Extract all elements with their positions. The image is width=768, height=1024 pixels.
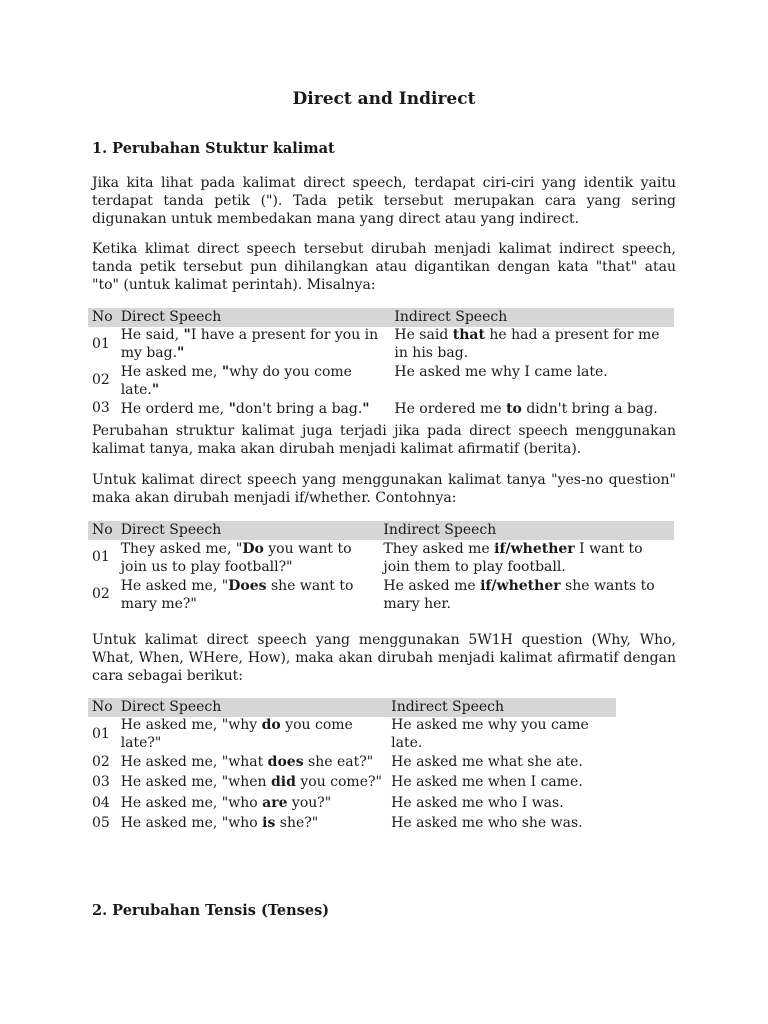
row-number: 03 [92,774,110,790]
header-indirect-speech: Indirect Speech [390,308,674,327]
paragraph-question-to-affirmative: Perubahan struktur kalimat juga terjadi jika pada direct speech menggunakan kalimat tanya, maka akan dirubah menjadi kalimat afirmatif (berita). [92,423,676,457]
table-row [88,327,674,362]
header-no: No [88,521,117,540]
table-header-row [88,308,674,327]
header-indirect-speech: Indirect Speech [387,698,616,717]
row-number: 03 [92,400,110,416]
indirect-speech-cell: He asked me why you came late. [391,717,589,751]
header-direct-speech: Direct Speech [117,308,391,327]
direct-speech-cell: He orderd me, "don't bring a bag." [120,401,370,417]
row-number: 02 [92,371,110,388]
direct-speech-cell: He asked me, "why do you come late." [120,364,352,398]
header-direct-speech: Direct Speech [117,521,380,540]
table-row [88,793,616,814]
indirect-speech-cell: He asked me who I was. [391,794,564,811]
document-title: Direct and Indirect [292,89,476,109]
direct-speech-cell: He asked me, "Does she want to mary me?" [120,578,354,612]
header-no: No [88,308,117,327]
row-number: 04 [92,794,110,811]
table-row [88,399,674,419]
indirect-speech-cell: He said that he had a present for me in his bag. [394,327,660,361]
table-row [88,752,616,773]
direct-speech-cell: He asked me, "who is she?" [120,815,319,831]
row-number: 01 [92,725,110,742]
header-direct-speech: Direct Speech [117,698,387,717]
direct-speech-cell: He asked me, "who are you?" [120,794,332,811]
indirect-speech-cell: They asked me if/whether I want to join them to play football. [383,541,643,575]
direct-speech-cell: They asked me, "Do you want to join us to play football?" [120,541,352,575]
table-row [88,814,616,835]
table-row [88,717,616,752]
header-no: No [88,698,117,717]
indirect-speech-cell: He asked me when I came. [391,774,583,790]
row-number: 01 [92,549,110,566]
row-number: 02 [92,753,110,770]
table-5w1h-questions [88,698,616,834]
direct-speech-cell: He asked me, "what does she eat?" [120,753,374,770]
indirect-speech-cell: He asked me who she was. [391,815,583,831]
direct-speech-cell: He asked me, "when did you come?" [120,774,382,790]
paragraph-5w1h-question: Untuk kalimat direct speech yang menggunakan 5W1H question (Why, Who, What, When, WHere, How), maka akan dirubah menjadi kalimat afirmatif dengan cara sebagai berikut: [92,632,676,684]
header-indirect-speech: Indirect Speech [379,521,674,540]
row-number: 02 [92,585,110,602]
indirect-speech-cell: He asked me why I came late. [394,364,608,380]
direct-speech-cell: He asked me, "why do you come late?" [120,717,353,751]
row-number: 05 [92,815,110,831]
table-row [88,362,674,399]
row-number: 01 [92,335,110,352]
section-1-heading: 1. Perubahan Stuktur kalimat [92,140,335,157]
table-header-row [88,521,674,540]
table-row [88,773,616,794]
direct-speech-cell: He said, "I have a present for you in my bag." [120,327,379,361]
table-row [88,576,674,613]
table-header-row [88,698,616,717]
table-direct-indirect-statements [88,308,674,419]
table-row [88,540,674,576]
table-yes-no-questions [88,521,674,613]
indirect-speech-cell: He ordered me to didn't bring a bag. [394,401,658,417]
paragraph-quotation-marks: Jika kita lihat pada kalimat direct speech, terdapat ciri-ciri yang identik yaitu terdapat tanda petik ("). Tada petik tersebut merupakan cara yang sering digunakan untuk membedakan mana yang direct atau yang indirect. [92,175,676,227]
indirect-speech-cell: He asked me what she ate. [391,753,583,770]
paragraph-yes-no-question: Untuk kalimat direct speech yang menggunakan kalimat tanya "yes-no question" maka akan dirubah menjadi if/whether. Contohnya: [92,472,676,506]
section-2-heading: 2. Perubahan Tensis (Tenses) [92,902,330,919]
paragraph-that-to: Ketika klimat direct speech tersebut dirubah menjadi kalimat indirect speech, tanda petik tersebut pun dihilangkan atau digantikan dengan kata "that" atau "to" (untuk kalimat perintah). Misalnya: [92,241,676,293]
indirect-speech-cell: He asked me if/whether she wants to mary her. [383,578,655,612]
